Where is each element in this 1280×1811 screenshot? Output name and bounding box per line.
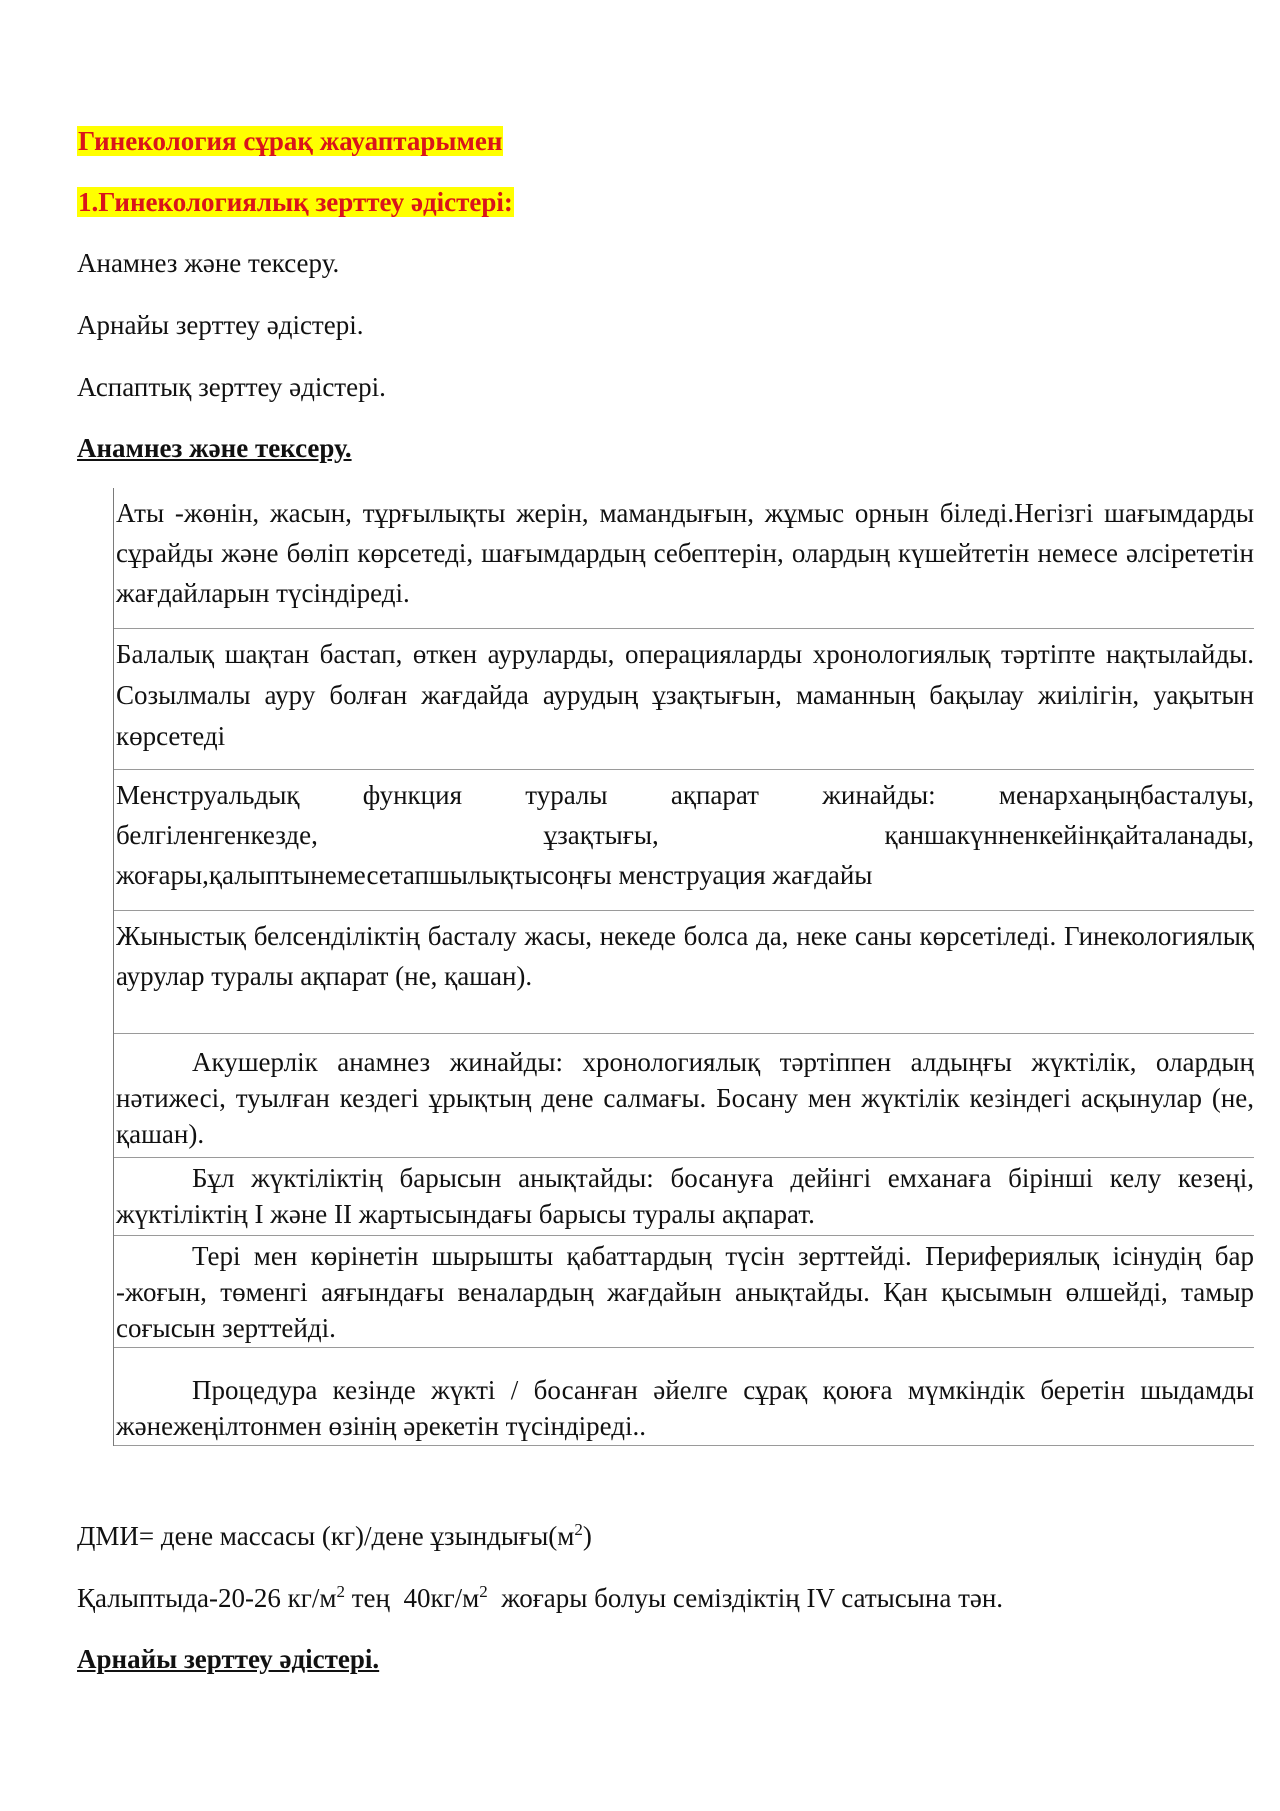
bmi-formula-text: ДМИ= дене массасы (кг)/дене ұзындығы(м bbox=[77, 1521, 575, 1551]
bmi-formula bbox=[77, 1519, 592, 1553]
table-cell-line: жоғары,қалыптынемесетапшылықтысоңғы менструация жағдайы bbox=[116, 860, 873, 890]
bmi-norm bbox=[77, 1581, 1003, 1615]
special-methods-heading: Арнайы зерттеу әдістері. bbox=[77, 1644, 380, 1674]
table-row bbox=[114, 1348, 1254, 1446]
table-cell-text: Тері мен көрінетін шырышты қабаттардың түсін зерттейді. Перифериялық ісінудің бар -жоғын, төменгі аяғындағы веналардың жағдайын анықтайды. Қан қысымын өлшейді, тамыр соғысын зерттейді. bbox=[116, 1241, 1254, 1343]
method-item: Арнайы зерттеу әдістері. bbox=[77, 310, 364, 340]
table-row bbox=[114, 488, 1254, 629]
document-title bbox=[77, 124, 503, 158]
table-cell-text: Процедура кезінде жүкті / босанған әйелге сұрақ қоюға мүмкіндік беретін шыдамды жәнежеңілтонмен өзінің әрекетін түсіндіреді.. bbox=[116, 1375, 1254, 1441]
table-row bbox=[114, 1158, 1254, 1236]
table-row bbox=[114, 911, 1254, 1034]
table-cell-text: Акушерлік анамнез жинайды: хронологиялық тәртіппен алдыңғы жүктілік, олардың нәтижесі, туылған кездегі ұрықтың дене салмағы. Босану мен жүктілік кезіндегі асқынулар (не, қашан). bbox=[116, 1047, 1254, 1149]
bmi-norm-text: Қалыптыда-20-26 кг/м bbox=[77, 1583, 337, 1613]
method-item: Анамнез және тексеру. bbox=[77, 248, 340, 278]
method-item: Аспаптық зерттеу әдістері. bbox=[77, 372, 386, 402]
section-heading-highlight: 1.Гинекологиялық зерттеу әдістері: bbox=[78, 187, 513, 217]
bmi-formula-superscript: 2 bbox=[574, 1520, 583, 1539]
table-row bbox=[114, 629, 1254, 770]
anamnesis-table bbox=[113, 488, 1256, 1446]
title-highlight: Гинекология сұрақ жауаптарымен bbox=[78, 126, 503, 156]
bmi-norm-text: тең 40кг/м bbox=[344, 1583, 480, 1613]
bmi-norm-superscript: 2 bbox=[336, 1582, 345, 1601]
section-heading bbox=[77, 185, 514, 219]
bmi-formula-close: ) bbox=[582, 1521, 592, 1551]
table-row bbox=[114, 1034, 1254, 1158]
bmi-norm-text: жоғары болуы семіздіктің IV сатысына тән. bbox=[487, 1583, 1004, 1613]
table-cell-text: Аты -жөнін, жасын, тұрғылықты жерін, мамандығын, жұмыс орнын біледі.Негізгі шағымдарды сұрайды және бөліп көрсетеді, шағымдардың себептерін, олардың күшейтетін немесе әлсірететін жағдайларын түсіндіреді. bbox=[116, 498, 1254, 608]
table-row bbox=[114, 1236, 1254, 1348]
bmi-norm-superscript: 2 bbox=[479, 1582, 488, 1601]
table-cell-text: Жыныстық белсенділіктің басталу жасы, некеде болса да, неке саны көрсетіледі. Гинекологиялық аурулар туралы ақпарат (не, қашан). bbox=[116, 921, 1254, 991]
table-cell-text: Бұл жүктіліктің барысын анықтайды: босануға дейінгі емханаға бірінші келу кезеңі, жүктіліктің I және II жартысындағы барысы туралы ақпарат. bbox=[116, 1163, 1254, 1229]
table-cell-line: белгіленгенкезде, ұзақтығы, қаншакүнненкейінқайталанады, bbox=[116, 820, 1254, 850]
table-row bbox=[114, 770, 1254, 911]
table-cell-text: Балалық шақтан бастап, өткен ауруларды, операцияларды хронологиялық тәртіпте нақтылайды. Созылмалы ауру болған жағдайда аурудың ұзақтығын, маманның бақылау жиілігін, уақытын көрсетеді bbox=[116, 639, 1254, 751]
anamnesis-heading: Анамнез және тексеру. bbox=[77, 433, 352, 463]
table-cell-line: Менструальдық функция туралы ақпарат жинайды: менархаңыңбасталуы, bbox=[116, 780, 1254, 810]
